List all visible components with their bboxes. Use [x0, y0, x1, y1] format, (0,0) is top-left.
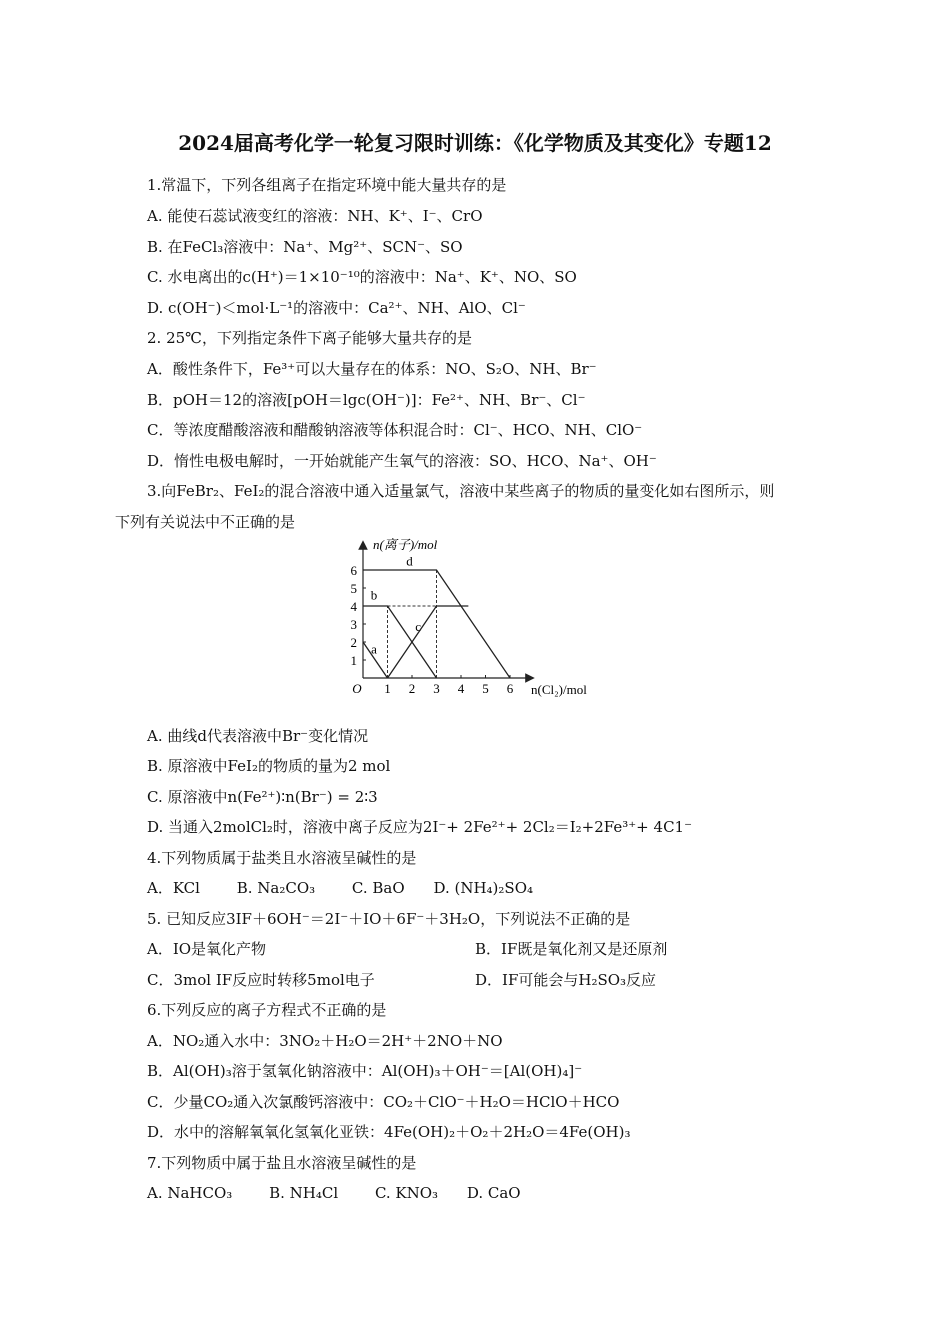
- series-line-c: [388, 606, 469, 678]
- page-title: 2024届高考化学一轮复习限时训练：《化学物质及其变化》专题12: [178, 131, 772, 155]
- q1-option-b: B. 在FeCl₃溶液中：Na⁺、Mg²⁺、SCN⁻、SO: [147, 238, 463, 256]
- q6-option-a: A．NO₂通入水中：3NO₂＋H₂O＝2H⁺＋2NO＋NO: [147, 1032, 503, 1050]
- q1-stem: 1.常温下，下列各组离子在指定环境中能大量共存的是: [147, 176, 507, 194]
- q7-option-a: A. NaHCO₃: [147, 1184, 233, 1202]
- q4-option-a: A．KCl: [147, 879, 200, 897]
- q3-stem-line2: 下列有关说法中不正确的是: [115, 513, 296, 531]
- q1-option-d: D. c(OH⁻)＜mol·L⁻¹的溶液中：Ca²⁺、NH、AlO、Cl⁻: [147, 299, 526, 317]
- q6-option-d: D．水中的溶解氧氧化氢氧化亚铁：4Fe(OH)₂＋O₂＋2H₂O＝4Fe(OH)₃: [147, 1123, 631, 1141]
- q2-stem: 2. 25℃，下列指定条件下离子能够大量共存的是: [147, 329, 472, 347]
- q2-option-d: D．惰性电极电解时，一开始就能产生氧气的溶液：SO、HCO、Na⁺、OH⁻: [147, 452, 657, 470]
- q6-option-c: C．少量CO₂通入次氯酸钙溶液中：CO₂＋ClO⁻＋H₂O＝HClO＋HCO: [147, 1093, 620, 1111]
- q7-stem: 7.下列物质中属于盐且水溶液呈碱性的是: [147, 1154, 417, 1172]
- q6-option-b: B．Al(OH)₃溶于氢氧化钠溶液中：Al(OH)₃＋OH⁻＝[Al(OH)₄]⁻: [147, 1062, 583, 1080]
- q3-option-c: C. 原溶液中n(Fe²⁺)∶n(Br⁻) = 2∶3: [147, 788, 378, 806]
- q7-option-b: B. NH₄Cl: [269, 1184, 339, 1202]
- y-tick-label: 6: [350, 563, 357, 578]
- q1-option-a: A. 能使石蕊试液变红的溶液：NH、K⁺、I⁻、CrO: [147, 207, 483, 225]
- x-tick-label: 4: [457, 681, 465, 696]
- x-tick-label: 1: [384, 681, 391, 696]
- x-axis-label: n(Cl₂)/mol: [531, 682, 587, 697]
- y-axis-label: n(离子)/mol: [373, 537, 438, 552]
- y-tick-label: 4: [350, 599, 357, 614]
- q7-option-d: D. CaO: [466, 1184, 521, 1202]
- y-tick-label: 5: [350, 581, 357, 596]
- q2-option-a: A．酸性条件下，Fe³⁺可以大量存在的体系：NO、S₂O、NH、Br⁻: [147, 360, 597, 378]
- origin-label: O: [352, 681, 362, 696]
- q3-stem-line1: 3.向FeBr₂、FeI₂的混合溶液中通入适量氯气，溶液中某些离子的物质的量变化如右图所示，则: [147, 482, 775, 500]
- ion-amount-chart: [325, 533, 605, 703]
- q7-option-c: C. KNO₃: [374, 1184, 439, 1202]
- q3-option-a: A. 曲线d代表溶液中Br⁻变化情况: [147, 727, 369, 745]
- series-label-a: a: [371, 641, 377, 657]
- q4-options: [147, 878, 565, 898]
- y-tick-label: 3: [350, 617, 357, 632]
- q2-option-b: B．pOH＝12的溶液[pOH＝lgc(OH⁻)]：Fe²⁺、NH、Br⁻、Cl⁻: [147, 391, 586, 409]
- series-label-d: d: [406, 553, 413, 569]
- q4-option-b: B. Na₂CO₃: [236, 879, 316, 897]
- q4-option-d: D. (NH₄)₂SO₄: [433, 879, 534, 897]
- series-label-c: c: [415, 619, 422, 635]
- x-tick-label: 3: [433, 681, 440, 696]
- q5-option-c: C．3mol IF反应时转移5mol电子: [147, 971, 375, 989]
- q5-stem: 5. 已知反应3IF＋6OH⁻＝2I⁻＋IO＋6F⁻＋3H₂O，下列说法不正确的是: [147, 910, 631, 928]
- q5-option-b: B．IF既是氧化剂又是还原剂: [475, 940, 668, 958]
- series-label-b: b: [370, 587, 378, 603]
- q2-option-c: C．等浓度醋酸溶液和醋酸钠溶液等体积混合时：Cl⁻、HCO、NH、ClO⁻: [147, 421, 643, 439]
- q4-option-c: C. BaO: [351, 879, 405, 897]
- q3-option-d: D. 当通入2molCl₂时，溶液中离子反应为2I⁻+ 2Fe²⁺+ 2Cl₂＝I₂+2Fe³⁺+ 4C1⁻: [147, 818, 693, 836]
- q4-stem: 4.下列物质属于盐类且水溶液呈碱性的是: [147, 849, 417, 867]
- q1-option-c: C. 水电离出的c(H⁺)＝1×10⁻¹⁰的溶液中：Na⁺、K⁺、NO、SO: [147, 268, 577, 286]
- y-tick-label: 2: [350, 635, 357, 650]
- x-tick-label: 2: [408, 681, 416, 696]
- q7-options: [147, 1183, 553, 1203]
- y-tick-label: 1: [350, 653, 357, 668]
- x-tick-label: 5: [482, 681, 489, 696]
- q5-option-a: A．IO是氧化产物: [147, 940, 267, 958]
- q6-stem: 6.下列反应的离子方程式不正确的是: [147, 1001, 387, 1019]
- q3-option-b: B. 原溶液中FeI₂的物质的量为2 mol: [147, 757, 391, 775]
- q5-option-d: D．IF可能会与H₂SO₃反应: [475, 971, 657, 989]
- x-tick-label: 6: [506, 681, 514, 696]
